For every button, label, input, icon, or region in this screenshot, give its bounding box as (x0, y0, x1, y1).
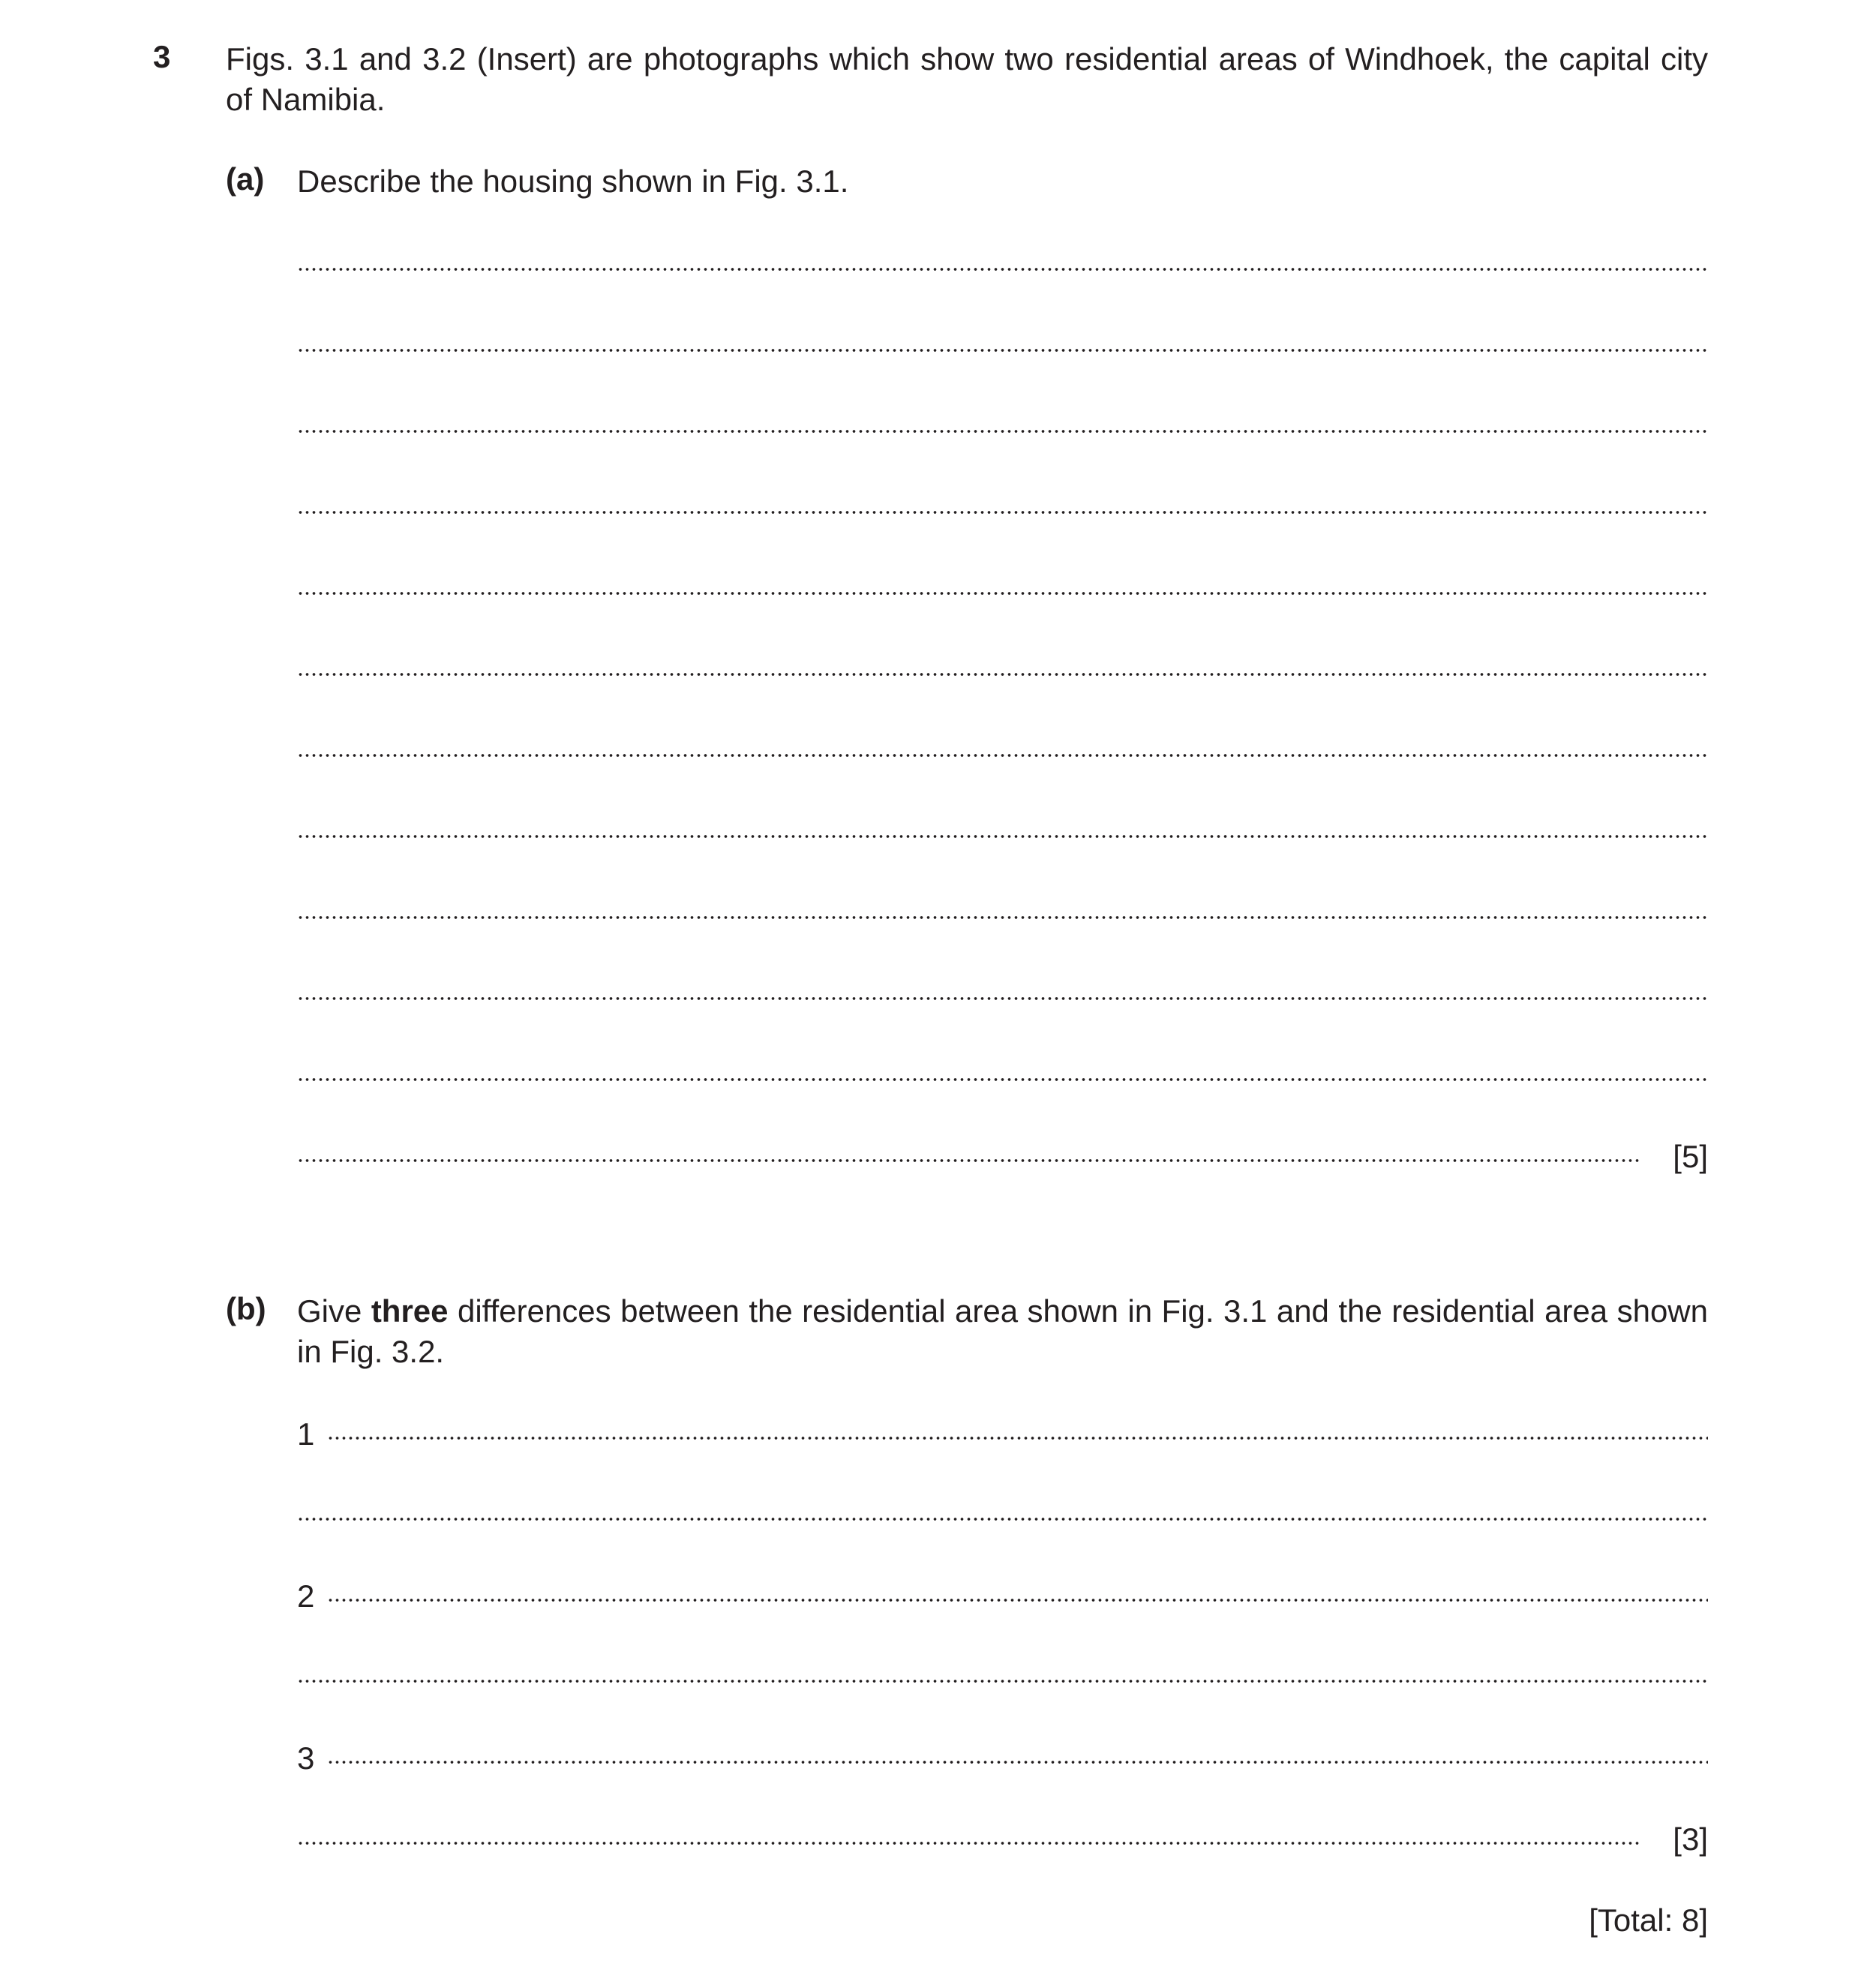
answer-line[interactable] (297, 1679, 1708, 1683)
part-a-marks: [5] (1673, 1139, 1708, 1174)
answer-line[interactable] (327, 1760, 1708, 1764)
total-marks: [Total: 8] (1589, 1902, 1708, 1938)
answer-line[interactable] (297, 672, 1708, 677)
answer-number-1: 1 (297, 1416, 315, 1452)
answer-line[interactable] (297, 1517, 1708, 1521)
answer-line[interactable] (297, 429, 1708, 434)
part-b-text: Give three differences between the residential area shown in Fig. 3.1 and the residential area shown in Fig. 3.2. (297, 1293, 1708, 1369)
part-b-label: (b) (226, 1291, 266, 1326)
part-b-marks: [3] (1673, 1821, 1708, 1857)
answer-number-3: 3 (297, 1740, 315, 1776)
question-number: 3 (153, 39, 171, 74)
part-a-label: (a) (226, 161, 265, 197)
answer-number-2: 2 (297, 1578, 315, 1614)
answer-line[interactable] (297, 834, 1708, 839)
answer-line[interactable] (327, 1436, 1708, 1440)
answer-line[interactable] (297, 915, 1708, 920)
answer-line[interactable] (297, 591, 1708, 596)
answer-line[interactable] (297, 753, 1708, 758)
answer-line[interactable] (297, 267, 1708, 272)
answer-line[interactable] (327, 1598, 1708, 1602)
part-a-text: Describe the housing shown in Fig. 3.1. (297, 164, 849, 199)
answer-line[interactable] (297, 1158, 1640, 1163)
answer-line[interactable] (297, 1077, 1708, 1082)
answer-line[interactable] (297, 1841, 1640, 1845)
answer-line[interactable] (297, 996, 1708, 1001)
answer-line[interactable] (297, 510, 1708, 515)
emphasis-three: three (371, 1293, 449, 1329)
answer-line[interactable] (297, 348, 1708, 353)
question-stem: Figs. 3.1 and 3.2 (Insert) are photographs which show two residential areas of Windhoek, the capital city of Namibia. (226, 41, 1708, 117)
